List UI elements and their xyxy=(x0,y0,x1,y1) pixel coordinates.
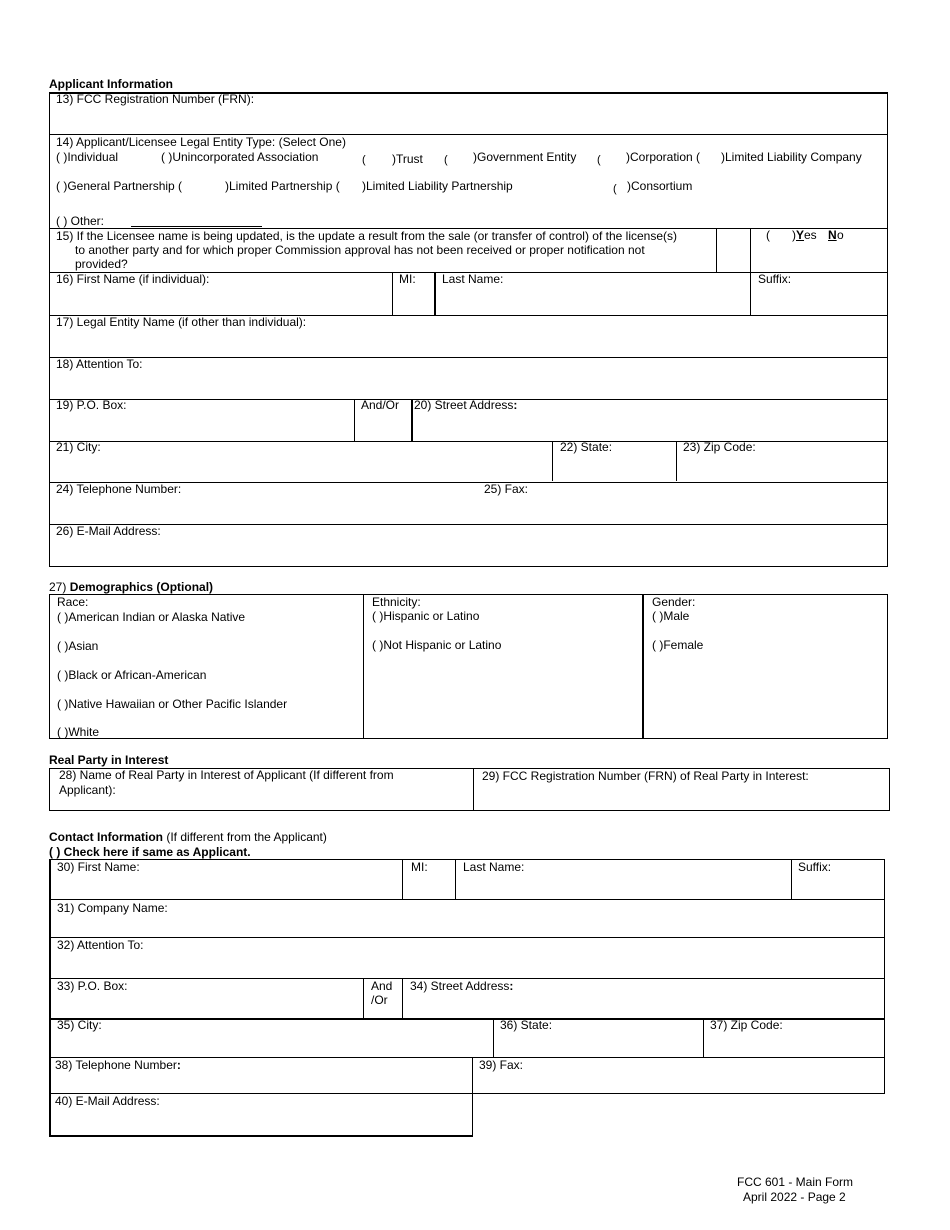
gender-option-male[interactable]: ( )Male xyxy=(652,609,690,623)
divider xyxy=(402,859,403,899)
contact-first-name-label: 30) First Name: xyxy=(57,860,140,874)
same-as-applicant-checkbox[interactable]: ( ) Check here if same as Applicant. xyxy=(49,845,251,859)
city-label: 21) City: xyxy=(56,440,101,454)
race-label: Race: xyxy=(57,595,89,609)
divider xyxy=(750,228,751,272)
divider xyxy=(354,399,355,441)
ethnicity-option-hispanic[interactable]: ( )Hispanic or Latino xyxy=(372,609,480,623)
gender-option-female[interactable]: ( )Female xyxy=(652,638,704,652)
contact-zip-label: 37) Zip Code: xyxy=(710,1018,783,1032)
applicant-frame-left xyxy=(49,92,50,566)
mi-label: MI: xyxy=(399,272,416,286)
divider xyxy=(402,978,403,1018)
option-llc[interactable]: )Limited Liability Company xyxy=(721,150,862,164)
divider xyxy=(411,399,413,441)
first-name-label: 16) First Name (if individual): xyxy=(56,272,210,286)
email-label: 26) E-Mail Address: xyxy=(56,524,161,538)
row-divider xyxy=(49,899,885,900)
option-limited-partnership[interactable]: )Limited Partnership ( xyxy=(225,179,340,193)
other-fill-line xyxy=(131,226,262,227)
row-divider xyxy=(49,937,885,938)
divider xyxy=(703,1018,704,1057)
row-divider xyxy=(49,441,887,442)
contact-email-label: 40) E-Mail Address: xyxy=(55,1094,160,1108)
contact-frame-right xyxy=(884,859,885,1094)
option-individual[interactable]: ( )Individual xyxy=(56,150,119,164)
company-name-label: 31) Company Name: xyxy=(57,901,168,915)
contact-mi-label: MI: xyxy=(411,860,428,874)
option-general-partnership[interactable]: ( )General Partnership ( xyxy=(56,179,183,193)
ethnicity-option-not-hispanic[interactable]: ( )Not Hispanic or Latino xyxy=(372,638,502,652)
contact-po-box-label: 33) P.O. Box: xyxy=(57,979,128,993)
demographics-title: 27) Demographics (Optional) xyxy=(49,580,214,594)
gender-label: Gender: xyxy=(652,595,696,609)
q15-no-key[interactable]: N xyxy=(828,228,837,242)
contact-street-address-label: 34) Street Address: xyxy=(410,979,514,993)
real-party-name-line2: Applicant): xyxy=(59,783,116,797)
street-address-label: 20) Street Address: xyxy=(414,398,518,412)
divider xyxy=(493,1018,494,1057)
applicant-section-title: Applicant Information xyxy=(49,77,173,91)
divider xyxy=(472,1057,473,1136)
race-option-white[interactable]: ( )White xyxy=(57,725,99,739)
zip-label: 23) Zip Code: xyxy=(683,440,756,454)
option-trust[interactable]: )Trust xyxy=(392,152,423,166)
divider xyxy=(676,441,677,481)
last-name-label: Last Name: xyxy=(442,272,504,286)
state-label: 22) State: xyxy=(560,440,613,454)
race-option-asian[interactable]: ( )Asian xyxy=(57,639,99,653)
divider xyxy=(791,859,792,899)
divider xyxy=(473,768,474,811)
divider xyxy=(750,272,751,315)
row-divider xyxy=(49,524,887,525)
q15-yes[interactable]: es xyxy=(804,228,817,242)
contact-and-label: And xyxy=(371,979,393,993)
attention-label: 18) Attention To: xyxy=(56,357,143,371)
divider xyxy=(455,859,456,899)
contact-suffix-label: Suffix: xyxy=(798,860,832,874)
option-corporation[interactable]: )Corporation ( xyxy=(626,150,701,164)
divider xyxy=(392,272,393,315)
contact-title: Contact Information (If different from the Applicant) xyxy=(49,830,327,844)
race-option-american-indian[interactable]: ( )American Indian or Alaska Native xyxy=(57,610,246,624)
divider xyxy=(716,228,717,272)
race-option-pacific-islander[interactable]: ( )Native Hawaiian or Other Pacific Islander xyxy=(57,697,288,711)
real-party-name-line1: 28) Name of Real Party in Interest of Applicant (If different from xyxy=(59,768,394,782)
q15-line3: provided? xyxy=(75,257,128,271)
contact-attention-label: 32) Attention To: xyxy=(57,938,144,952)
option-consortium[interactable]: )Consortium xyxy=(627,179,693,193)
fax-label: 25) Fax: xyxy=(484,482,529,496)
frn-label: 13) FCC Registration Number (FRN): xyxy=(56,92,255,106)
option-corporation-paren[interactable]: ( xyxy=(597,154,601,166)
footer-date-page: April 2022 - Page 2 xyxy=(743,1190,846,1204)
option-trust-paren[interactable]: ( xyxy=(362,154,366,166)
footer-form-name: FCC 601 - Main Form xyxy=(737,1175,854,1189)
option-government-entity[interactable]: )Government Entity xyxy=(473,150,577,164)
contact-last-name-label: Last Name: xyxy=(463,860,525,874)
real-party-frn-label: 29) FCC Registration Number (FRN) of Real Party in Interest: xyxy=(482,769,809,783)
divider xyxy=(363,978,364,1018)
row-divider xyxy=(49,357,887,358)
row-divider xyxy=(49,566,888,567)
q15-yes-key[interactable]: Y xyxy=(796,228,805,242)
divider xyxy=(552,441,553,481)
divider xyxy=(434,272,436,315)
option-consortium-paren[interactable]: ( xyxy=(613,183,617,195)
q15-close[interactable]: ) xyxy=(792,228,796,242)
real-party-title: Real Party in Interest xyxy=(49,753,169,767)
applicant-frame-right xyxy=(887,92,888,566)
row-divider xyxy=(49,1093,885,1094)
contact-city-label: 35) City: xyxy=(57,1018,102,1032)
contact-frame-left xyxy=(49,859,51,1136)
row-divider xyxy=(49,1135,473,1137)
race-option-black[interactable]: ( )Black or African-American xyxy=(57,668,207,682)
option-other[interactable]: ( ) Other: xyxy=(56,214,105,228)
entity-type-label: 14) Applicant/Licensee Legal Entity Type: (Select One) xyxy=(56,135,346,149)
and-or-label: And/Or xyxy=(361,398,400,412)
ethnicity-label: Ethnicity: xyxy=(372,595,421,609)
legal-entity-label: 17) Legal Entity Name (if other than individual): xyxy=(56,315,307,329)
option-unincorporated-association[interactable]: ( )Unincorporated Association xyxy=(161,150,319,164)
contact-telephone-label: 38) Telephone Number: xyxy=(55,1058,181,1072)
contact-or-label: /Or xyxy=(371,993,388,1007)
telephone-label: 24) Telephone Number: xyxy=(56,482,182,496)
contact-fax-label: 39) Fax: xyxy=(479,1058,524,1072)
option-government-paren[interactable]: ( xyxy=(444,154,448,166)
q15-line2: to another party and for which proper Commission approval has not been received or proper notification not xyxy=(75,243,645,257)
q15-line1: 15) If the Licensee name is being updated, is the update a result from the sale (or transfer of control) of the license(s) xyxy=(56,229,677,243)
divider xyxy=(642,594,644,739)
suffix-label: Suffix: xyxy=(758,272,792,286)
contact-state-label: 36) State: xyxy=(500,1018,553,1032)
q15-paren[interactable]: ( xyxy=(766,228,770,242)
option-llp[interactable]: )Limited Liability Partnership xyxy=(362,179,513,193)
q15-no[interactable]: o xyxy=(837,228,844,242)
po-box-label: 19) P.O. Box: xyxy=(56,398,127,412)
divider xyxy=(363,594,364,739)
